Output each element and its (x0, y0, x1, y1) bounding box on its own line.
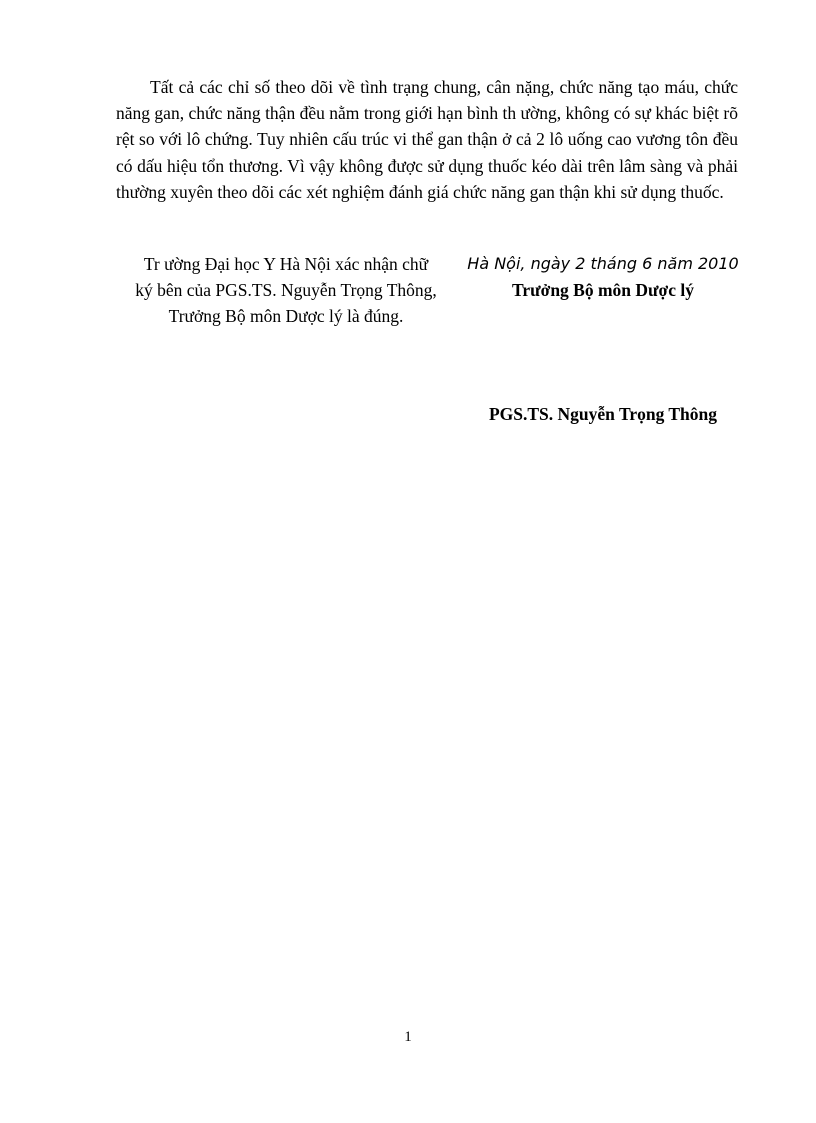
confirmation-block (110, 251, 462, 329)
signer-name: PGS.TS. Nguyễn Trọng Thông (488, 404, 718, 424)
confirmation-line: Trưởng Bộ môn Dược lý là đúng. (168, 306, 404, 326)
signature-block (462, 251, 744, 303)
body-paragraph: Tất cả các chỉ số theo dõi về tình trạng chung, cân nặng, chức năng tạo máu, chức năng gan, chức năng thận đều nằm trong giới hạn bình th ường, không có sự khác biệt rõ rệt so với lô chứng. Tuy nhiên cấu trúc vi thể gan thận ở cả 2 lô uống cao vương tôn đều có dấu hiệu tổn thương. Vì vậy không được sử dụng thuốc kéo dài trên lâm sàng và phải thường xuyên theo dõi các xét nghiệm đánh giá chức năng gan thận khi sử dụng thuốc. (116, 77, 738, 202)
confirmation-line: Tr ường Đại học Y Hà Nội xác nhận chữ (143, 254, 429, 274)
page-number: 1 (404, 1029, 412, 1045)
place-date: Hà Nội, ngày 2 tháng 6 năm 2010 (467, 254, 739, 273)
confirmation-line: ký bên của PGS.TS. Nguyễn Trọng Thông, (135, 280, 437, 300)
signer-role: Trưởng Bộ môn Dược lý (511, 280, 694, 300)
